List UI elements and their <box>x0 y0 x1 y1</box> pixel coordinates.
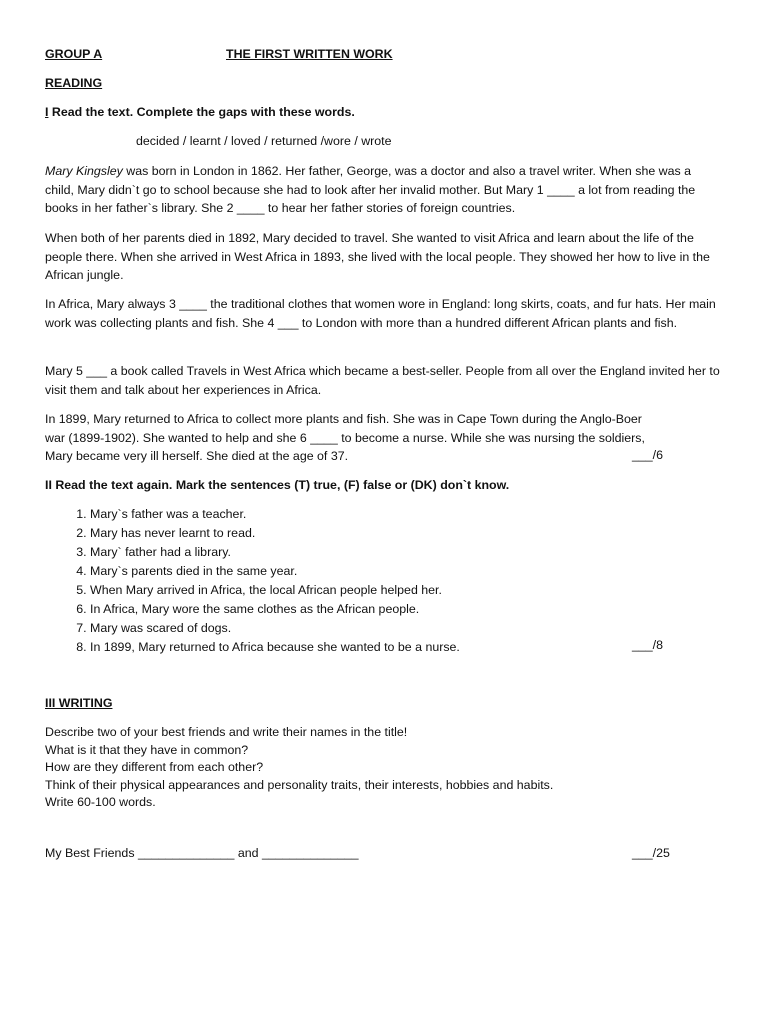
prompt-line: Describe two of your best friends and write their names in the title! <box>45 725 408 739</box>
list-item: 6. In Africa, Mary wore the same clothes as the African people. <box>90 600 730 619</box>
list-item: 2. Mary has never learnt to read. <box>90 524 730 543</box>
writing-prompt <box>45 724 553 812</box>
paragraph-1-text: was born in London in 1862. Her father, George, was a doctor and also a travel writer. When she was a child, Mary didn`t go to school because she had to look after her invalid mother. But Mary 1 ____ a lot from reading the books in her father`s library. She 2 ____ to hear her father stories of foreign countries. <box>45 164 696 215</box>
paragraph-4: Mary 5 ___ a book called Travels in West Africa which became a best-seller. People from all over the England invited her to visit them and talk about her experiences in Africa. <box>45 364 720 397</box>
task2-instruction: II Read the text again. Mark the sentences (T) true, (F) false or (DK) don`t know. <box>45 478 510 492</box>
list-item: 5. When Mary arrived in Africa, the local African people helped her. <box>90 581 730 600</box>
paragraph-2: When both of her parents died in 1892, Mary decided to travel. She wanted to visit Africa and learn about the life of the people there. When she arrived in West Africa in 1893, she lived with the local people. They showed her how to live in the African jungle. <box>45 231 710 282</box>
task1-instruction <box>45 105 355 119</box>
writing-title-line: My Best Friends ______________ and ______________ <box>45 846 359 860</box>
list-item: 3. Mary` father had a library. <box>90 543 730 562</box>
task2-score: ___/8 <box>632 638 664 652</box>
writing-heading: III WRITING <box>45 696 113 710</box>
prompt-line: What is it that they have in common? <box>45 742 249 757</box>
list-item: 4. Mary`s parents died in the same year. <box>90 562 730 581</box>
paragraph-5: In 1899, Mary returned to Africa to collect more plants and fish. She was in Cape Town during the Anglo-Boer war (1899-1902). She wanted to help and she 6 ____ to become a nurse. While she was nursing the soldiers, Mary became very ill herself. She died at the age of 37. <box>45 412 645 463</box>
prompt-line: How are they different from each other? <box>45 760 264 774</box>
task1-number: I <box>45 105 49 119</box>
group-label: GROUP A <box>45 47 103 61</box>
task1-score: ___/6 <box>632 448 664 462</box>
paragraph-3: In Africa, Mary always 3 ____ the traditional clothes that women wore in England: long skirts, coats, and fur hats. Her main work was collecting plants and fish. She 4 ___ to London with more than a hundred different African plants and fish. <box>45 297 716 330</box>
list-item: 8. In 1899, Mary returned to Africa because she wanted to be a nurse. <box>90 638 730 657</box>
paragraph-1 <box>45 162 721 218</box>
true-false-list <box>45 505 730 657</box>
person-name: Mary Kingsley <box>45 164 123 178</box>
writing-score: ___/25 <box>632 846 670 860</box>
prompt-line: Write 60-100 words. <box>45 795 156 809</box>
list-item: 7. Mary was scared of dogs. <box>90 619 730 638</box>
prompt-line: Think of their physical appearances and personality traits, their interests, hobbies and habits. <box>45 777 554 792</box>
task1-instruction-text: Read the text. Complete the gaps with these words. <box>48 105 355 119</box>
word-bank: decided / learnt / loved / returned /wore / wrote <box>136 134 392 148</box>
reading-heading: READING <box>45 76 103 90</box>
worksheet-title: THE FIRST WRITTEN WORK <box>226 47 393 61</box>
list-item: 1. Mary`s father was a teacher. <box>90 505 730 524</box>
